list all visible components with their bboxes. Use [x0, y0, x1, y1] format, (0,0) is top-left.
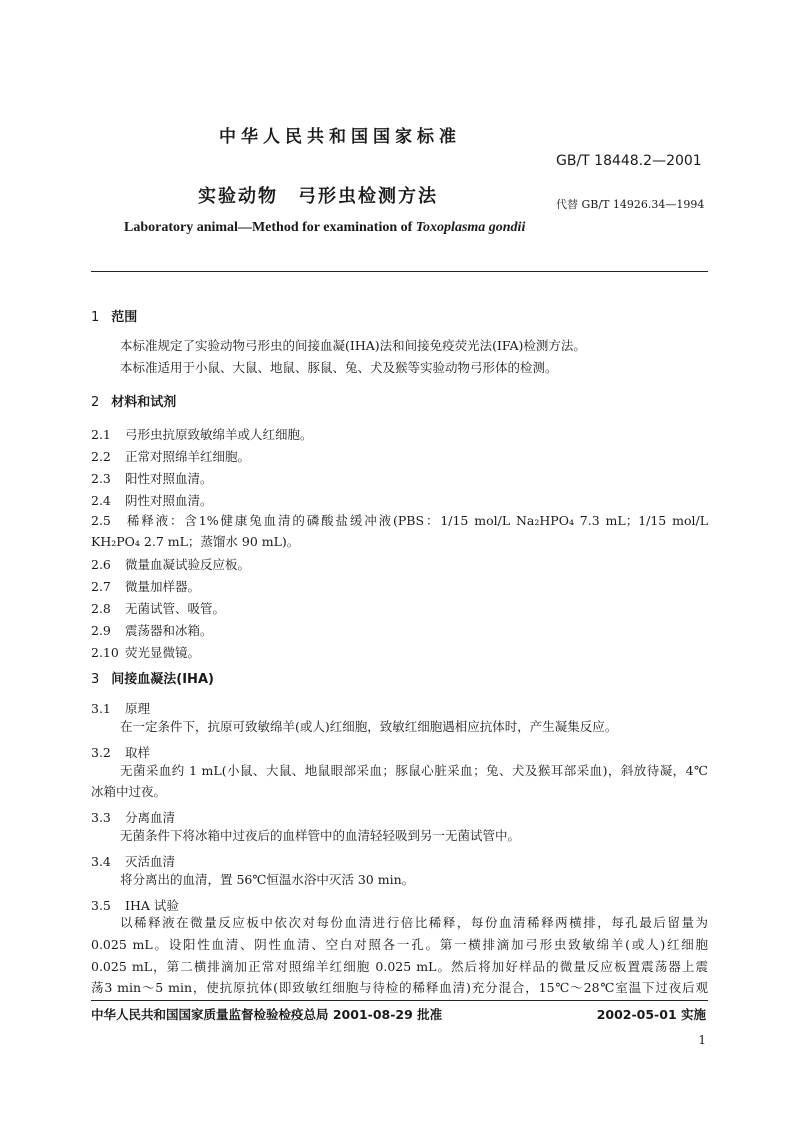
subsection-3-5-heading: 3.5 IHA 试验	[91, 898, 179, 913]
subsection-3-3-heading: 3.3 分离血清	[91, 810, 176, 825]
subsection-3-5-text-line-2: 0.025 mL。设阳性血清、阴性血清、空白对照各一孔。第一横排滴加弓形虫致敏绵羊(或人)红细胞	[91, 937, 708, 952]
list-item-continuation: KH₂PO₄ 2.7 mL；蒸馏水 90 mL)。	[91, 534, 300, 549]
section-1-para-1: 本标准规定了实验动物弓形虫的间接血凝(IHA)法和间接免疫荧光法(IFA)检测方法。	[120, 338, 586, 353]
subsection-3-5-text-line-1: 以稀释液在微量反应板中依次对每份血清进行倍比稀释，每份血清稀释两横排，每孔最后留量为	[120, 915, 708, 930]
english-title-prefix: Laboratory animal—Method for examination of	[124, 220, 416, 235]
subsection-3-2-text-line-1: 无菌采血约 1 mL(小鼠、大鼠、地鼠眼部采血；豚鼠心脏采血；兔、犬及猴耳部采血)，斜放待凝，4℃	[120, 763, 708, 778]
english-title	[124, 220, 525, 236]
subsection-3-5-text-line-3: 0.025 mL，第二横排滴加正常对照绵羊红细胞 0.025 mL。然后将加好样品的微量反应板置震荡器上震	[91, 959, 708, 974]
subsection-3-3-text: 无菌条件下将冰箱中过夜后的血样管中的血清轻轻吸到另一无菌试管中。	[120, 828, 521, 843]
section-3-heading: 3 间接血凝法(IHA)	[91, 672, 214, 687]
effective-date: 2002-05-01 实施	[596, 1007, 706, 1022]
subsection-3-1-text: 在一定条件下，抗原可致敏绵羊(或人)红细胞，致敏红细胞遇相应抗体时，产生凝集反应。	[120, 719, 618, 734]
list-item: 2.6 微量血凝试验反应板。	[91, 557, 251, 572]
subsection-3-1-heading: 3.1 原理	[91, 701, 151, 716]
list-item: 2.7 微量加样器。	[91, 579, 201, 594]
page-number: 1	[698, 1033, 706, 1047]
standard-number: GB/T 18448.2—2001	[556, 153, 702, 169]
subsection-3-2-text-line-2: 冰箱中过夜。	[91, 784, 167, 799]
subsection-3-2-heading: 3.2 取样	[91, 745, 151, 760]
header-divider	[91, 271, 708, 272]
list-item: 2.2 正常对照绵羊红细胞。	[91, 449, 251, 464]
section-1-heading: 1 范围	[91, 310, 138, 325]
approval-statement: 中华人民共和国国家质量监督检验检疫总局 2001-08-29 批准	[91, 1007, 443, 1022]
list-item: 2.1 弓形虫抗原致敏绵羊或人红细胞。	[91, 427, 313, 442]
subsection-3-4-text: 将分离出的血清，置 56℃恒温水浴中灭活 30 min。	[120, 872, 415, 887]
section-1-para-2: 本标准适用于小鼠、大鼠、地鼠、豚鼠、兔、犬及猴等实验动物弓形体的检测。	[120, 360, 558, 375]
list-item: 2.4 阴性对照血清。	[91, 493, 213, 508]
replaces-standard: 代替 GB/T 14926.34—1994	[556, 198, 705, 211]
footer-divider	[91, 1000, 708, 1001]
list-item: 2.8 无菌试管、吸管。	[91, 601, 226, 616]
list-item: 2.3 阳性对照血清。	[91, 471, 213, 486]
document-title: 实验动物 弓形虫检测方法	[198, 186, 438, 207]
english-title-species: Toxoplasma gondii	[415, 220, 526, 235]
list-item: 2.9 震荡器和冰箱。	[91, 623, 213, 638]
list-item: 2.10 荧光显微镜。	[91, 645, 201, 660]
section-2-heading: 2 材料和试剂	[91, 395, 177, 410]
subsection-3-4-heading: 3.4 灭活血清	[91, 854, 176, 869]
standard-category-title: 中华人民共和国国家标准	[219, 127, 461, 147]
subsection-3-5-text-line-4: 荡3 min～5 min，使抗原抗体(即致敏红细胞与待检的稀释血清)充分混合，15℃～28℃室温下过夜后观	[91, 980, 708, 995]
list-item: 2.5 稀释液：含1%健康兔血清的磷酸盐缓冲液(PBS：1/15 mol/L Na₂HPO₄ 7.3 mL；1/15 mol/L	[91, 513, 708, 528]
